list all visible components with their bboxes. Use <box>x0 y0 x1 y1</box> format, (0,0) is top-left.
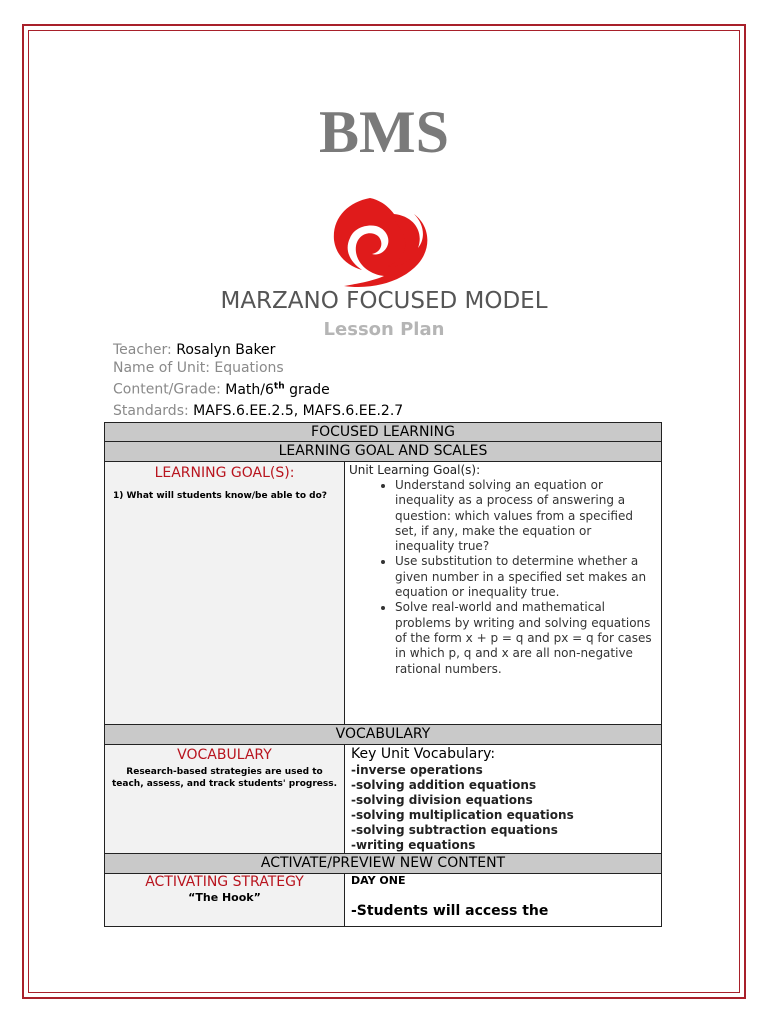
school-name: BMS <box>318 99 450 165</box>
standards-line <box>113 402 403 420</box>
content-value: Math/6th grade <box>225 381 330 398</box>
vocabulary-note: Research-based strategies are used to teach, assess, and track students' progress. <box>111 767 337 789</box>
section-goal-scales: LEARNING GOAL AND SCALES <box>105 442 662 462</box>
vocabulary-right-cell <box>345 745 662 854</box>
content-label: Content/Grade: <box>113 381 221 398</box>
list-item: -writing equations <box>351 838 476 852</box>
activating-heading: ACTIVATING STRATEGY <box>145 874 304 890</box>
vocab-list <box>351 763 661 853</box>
lesson-plan-table <box>104 422 662 927</box>
activating-right-cell <box>345 874 662 927</box>
unit-value: Equations <box>214 360 284 376</box>
students-access-text: -Students will access the <box>351 903 549 919</box>
learning-goals-heading: LEARNING GOAL(S): <box>154 465 295 481</box>
unit-line <box>113 359 284 377</box>
list-item: -solving subtraction equations <box>351 823 558 837</box>
key-vocab-label: Key Unit Vocabulary: <box>351 746 496 762</box>
list-item: -solving division equations <box>351 793 533 807</box>
vocabulary-heading: VOCABULARY <box>177 747 272 763</box>
learning-goals-question: 1) What will students know/be able to do? <box>113 491 328 501</box>
standards-value: MAFS.6.EE.2.5, MAFS.6.EE.2.7 <box>193 403 404 419</box>
teacher-value: Rosalyn Baker <box>176 342 276 358</box>
activating-left-cell <box>105 874 345 927</box>
section-activate-preview: ACTIVATE/PREVIEW NEW CONTENT <box>105 854 662 874</box>
list-item: • Understand solving an equation or inequality as a process of answering a question: which values from a specified set, if any, make the equation or inequality true? <box>395 478 661 554</box>
vocabulary-left-cell <box>105 745 345 854</box>
learning-goals-right-cell <box>345 462 662 725</box>
section-focused-learning: FOCUSED LEARNING <box>105 423 662 442</box>
hook-label: “The Hook” <box>188 891 261 904</box>
hurricane-icon <box>328 196 436 288</box>
list-item: • Solve real-world and mathematical problems by writing and solving equations of the form x + p = q and px = q for cases in which p, q and x are all non-negative rational numbers. <box>395 600 661 676</box>
unit-goals-label: Unit Learning Goal(s): <box>349 463 481 477</box>
day-one-label: DAY ONE <box>351 874 406 887</box>
standards-label: Standards: <box>113 403 189 419</box>
content-line <box>113 377 330 399</box>
model-title: MARZANO FOCUSED MODEL <box>220 288 548 314</box>
unit-goals-list <box>345 478 661 677</box>
section-vocabulary: VOCABULARY <box>105 725 662 745</box>
unit-label: Name of Unit: <box>113 360 210 376</box>
list-item: • Use substitution to determine whether a given number in a specified set makes an equation or inequality true. <box>395 554 661 600</box>
teacher-label: Teacher: <box>113 342 172 358</box>
list-item: -solving addition equations <box>351 778 537 792</box>
lesson-plan-subtitle: Lesson Plan <box>323 319 445 340</box>
list-item: -solving multiplication equations <box>351 808 574 822</box>
learning-goals-left-cell <box>105 462 345 725</box>
teacher-line <box>113 341 275 359</box>
list-item: -inverse operations <box>351 763 483 777</box>
